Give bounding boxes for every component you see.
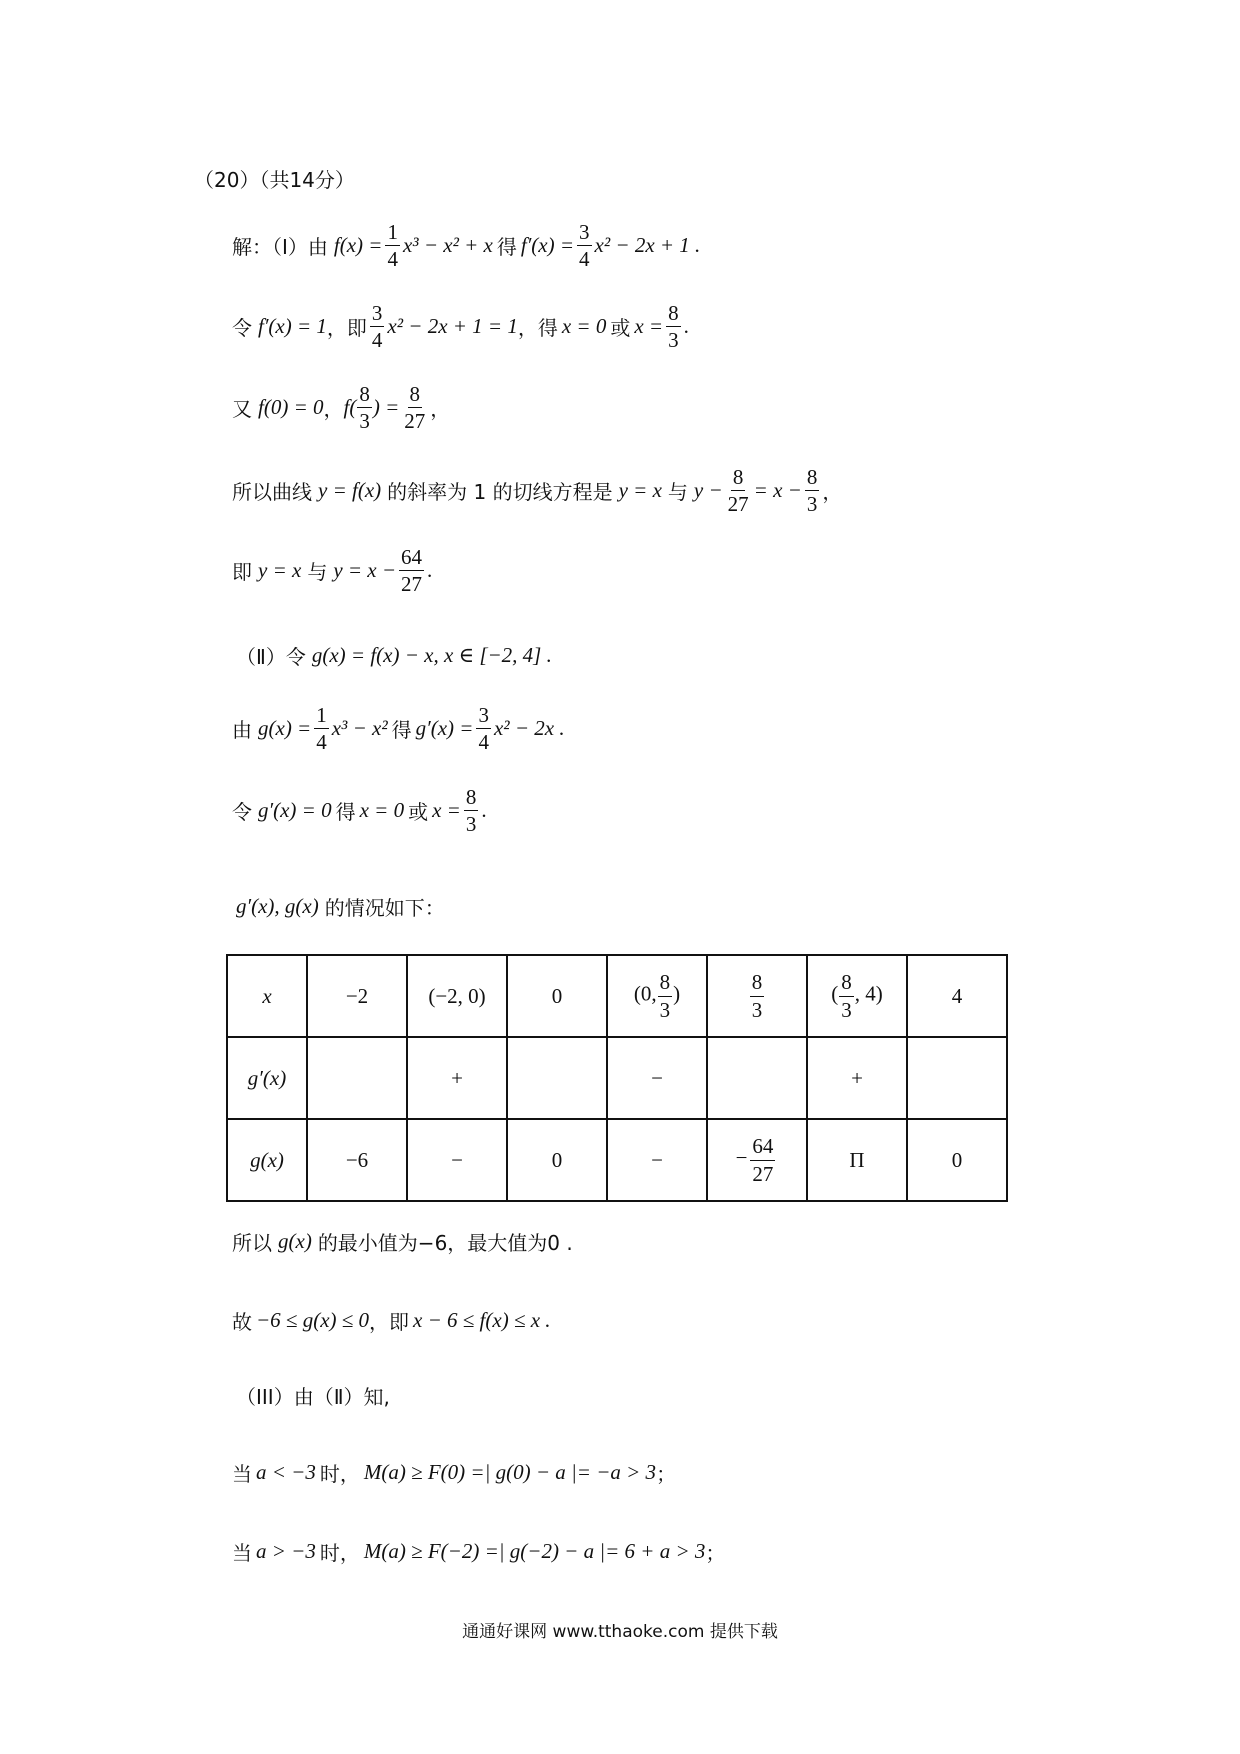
text: ， [323,397,344,422]
text: ， [822,480,843,505]
text: ； [656,1462,677,1486]
text: ，得 [517,316,558,341]
numerator: 8 [658,971,673,996]
fraction [402,383,427,432]
fraction [314,704,329,753]
math: x³ − x² [331,716,388,741]
math: = x − [753,478,802,503]
table-cell: 0 [507,1119,607,1201]
table-cell [707,1037,807,1119]
text: 令 [232,800,252,825]
math: y = f(x) [318,478,382,503]
table-cell: (−2, 0) [407,955,507,1037]
table-cell: + [407,1037,507,1119]
denominator: 3 [841,997,852,1022]
text: 的情况如下： [324,896,445,920]
numerator: 8 [408,383,423,408]
numerator: 8 [805,466,820,491]
numerator: 3 [476,704,491,729]
fraction [658,971,673,1020]
numerator: 3 [577,221,592,246]
text: ( [831,981,839,1006]
text: ) [673,981,681,1006]
table-cell [307,1037,407,1119]
table-row-g [227,1119,1007,1201]
fraction [839,971,854,1020]
text: (0, [633,981,657,1006]
numerator: 8 [839,971,854,996]
fraction [666,302,681,351]
solution-line-14 [232,1537,725,1566]
text: 得 [391,718,412,743]
math: y = x [618,478,662,503]
page-footer: 通通好课网 www.tthaoke.com 提供下载 [462,1622,778,1642]
text: ， [430,397,451,422]
numerator: 8 [750,971,765,996]
denominator: 3 [806,492,818,517]
math: g(x) = f(x) − x, x ∈ [−2, 4] . [311,643,552,667]
math: ) = [372,395,400,420]
numerator: 64 [399,546,424,571]
denominator: 4 [478,730,489,755]
text: 或 [610,316,631,341]
text: , 4) [854,981,883,1006]
math: f(0) = 0 [258,395,324,420]
denominator: 3 [659,997,671,1022]
denominator: 3 [465,812,477,837]
table-cell: + [807,1037,907,1119]
text: 当 [232,1462,252,1486]
denominator: 4 [387,247,398,272]
table-cell [607,955,707,1037]
fraction [750,1135,775,1184]
denominator: 4 [316,730,327,755]
text: 与 [307,560,328,585]
numerator: 8 [666,302,681,327]
math: g(x) [278,1229,312,1253]
text: 时， [319,1462,360,1486]
solution-line-10 [232,1227,573,1256]
text: ； [705,1541,726,1565]
numerator: 64 [750,1135,775,1160]
table-cell: − [407,1119,507,1201]
numerator: 8 [731,466,746,491]
text: ，即 [326,316,367,341]
table-header-cell: g′(x) [227,1037,307,1119]
solution-line-8 [232,786,487,835]
text: 或 [408,800,429,825]
numerator: 1 [385,221,400,246]
denominator: 3 [751,997,763,1022]
table-cell: −6 [307,1119,407,1201]
table-cell [807,955,907,1037]
problem-header: （20）（共14分） [194,168,355,192]
fraction [750,971,765,1020]
text: 所以曲线 [232,480,312,505]
text: 得 [335,800,356,825]
text: 与 [667,480,688,505]
table-row-gprime [227,1037,1007,1119]
table-cell: 4 [907,955,1007,1037]
math: −6 ≤ g(x) ≤ 0 [256,1308,370,1332]
fraction [726,466,751,515]
text: 即 [232,560,252,585]
table-row-x [227,955,1007,1037]
math: . [427,558,433,583]
math: y = x [258,558,302,583]
table-header-cell: g(x) [227,1119,307,1201]
math: . [683,314,689,339]
denominator: 27 [727,492,749,517]
text: 由 [232,718,252,743]
numerator: 3 [370,302,385,327]
denominator: 4 [579,247,590,272]
text: 又 [232,397,252,422]
text: 的斜率为 1 的切线方程是 [387,480,613,505]
math: x = [432,798,461,823]
solution-line-1 [232,221,700,270]
fraction [385,221,400,270]
text: 所以 [232,1231,272,1255]
fraction [577,221,592,270]
fraction [464,786,479,835]
math: f( [343,395,357,420]
math: x³ − x² + x [402,233,493,258]
denominator: 4 [371,328,383,353]
math: g(x) = [258,716,312,741]
math: f(x) = [333,233,383,258]
table-cell [907,1037,1007,1119]
math: x² − 2x . [493,716,565,741]
denominator: 27 [401,572,423,597]
solution-line-3 [232,383,450,432]
solution-line-7 [232,704,565,753]
solution-line-12: （III）由（Ⅱ）知, [236,1385,390,1409]
text: 令 [232,316,252,341]
denominator: 3 [668,328,679,353]
math: . [481,798,487,823]
table-cell: −2 [307,955,407,1037]
solution-line-6 [236,641,552,670]
math: g′(x), g(x) [236,894,319,918]
math: x = [634,314,664,339]
math: f′(x) = 1 [258,314,327,339]
solution-line-13 [232,1458,676,1487]
fraction [399,546,424,595]
fraction [357,383,372,432]
text: 故 [232,1310,252,1334]
solution-line-4 [232,466,842,515]
math: a > −3 [256,1539,316,1563]
solution-line-9 [236,892,445,921]
math: g′(x) = [415,716,474,741]
math: g′(x) = 0 [258,798,332,823]
table-cell [707,1119,807,1201]
text: 得 [496,235,517,260]
table-cell: 0 [507,955,607,1037]
table-cell: Π [807,1119,907,1201]
numerator: 1 [314,704,329,729]
math: f′(x) = [520,233,575,258]
fraction [805,466,820,515]
denominator: 27 [404,409,426,434]
text: （Ⅱ）令 [236,645,306,669]
math: y = x − [333,558,397,583]
math: M(a) ≥ F(0) =| g(0) − a |= −a > 3 [363,1460,657,1484]
math: x = 0 [561,314,607,339]
table-cell: 0 [907,1119,1007,1201]
table-cell: − [607,1119,707,1201]
text: 时， [319,1541,360,1565]
text: ，即 [369,1310,410,1334]
solution-line-2 [232,302,689,351]
math: a < −3 [256,1460,316,1484]
table-cell [507,1037,607,1119]
math: x − 6 ≤ f(x) ≤ x . [413,1308,551,1332]
numerator: 8 [464,786,479,811]
text: 当 [232,1541,252,1565]
math: x² − 2x + 1 . [594,233,701,258]
math: x = 0 [359,798,405,823]
math: M(a) ≥ F(−2) =| g(−2) − a |= 6 + a > 3 [363,1539,706,1563]
math: y − [693,478,723,503]
denominator: 27 [752,1161,774,1186]
math: x² − 2x + 1 = 1 [387,314,518,339]
solution-line-5 [232,546,432,595]
denominator: 3 [359,409,370,434]
table-cell: − [607,1037,707,1119]
sign-table [226,954,1008,1202]
table-cell [707,955,807,1037]
table-header-cell: x [227,955,307,1037]
solution-line-11 [232,1306,551,1335]
numerator: 8 [357,383,372,408]
fraction [370,302,385,351]
text: 解：（Ⅰ）由 [232,235,328,260]
text: 的最小值为−6，最大值为0 . [317,1231,573,1255]
fraction [476,704,491,753]
text: − [735,1145,748,1170]
